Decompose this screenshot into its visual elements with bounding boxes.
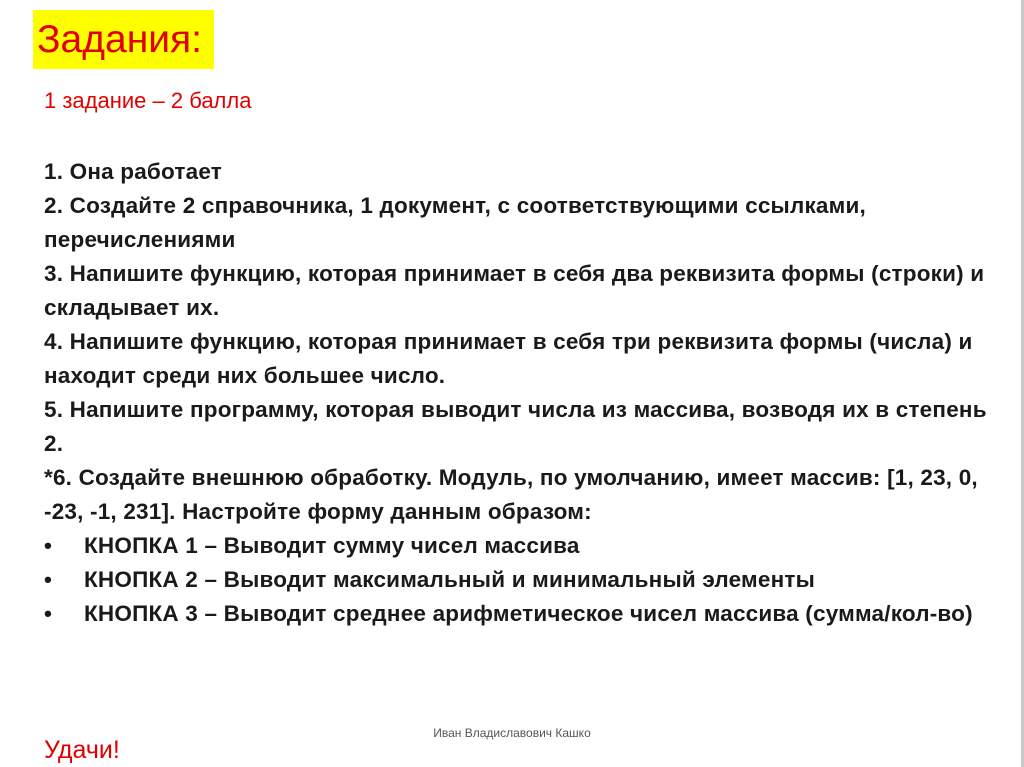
list-item [44, 597, 1004, 631]
button-requirements-list [44, 529, 1004, 631]
task-item-5: 5. Напишите программу, которая выводит числа из массива, возводя их в степень 2. [44, 397, 987, 456]
closing-text: Удачи! [44, 736, 120, 764]
list-item [44, 529, 1004, 563]
task-score-subtitle: 1 задание – 2 балла [44, 88, 252, 113]
slide-title: Задания: [33, 10, 214, 69]
button-1-requirement: КНОПКА 1 – Выводит сумму чисел массива [84, 533, 580, 558]
button-2-requirement: КНОПКА 2 – Выводит максимальный и минимальный элементы [84, 567, 816, 592]
task-item-3: 3. Напишите функцию, которая принимает в себя два реквизита формы (строки) и складывает их. [44, 261, 985, 320]
task-item-2: 2. Создайте 2 справочника, 1 документ, с соответствующими ссылками, перечислениями [44, 193, 866, 252]
bullet-icon: • [44, 601, 53, 626]
list-item [44, 563, 1004, 597]
author-footer: Иван Владиславович Кашко [433, 726, 591, 740]
bullet-icon: • [44, 567, 53, 592]
bullet-icon: • [44, 533, 53, 558]
task-list [44, 155, 1004, 631]
task-item-1: 1. Она работает [44, 159, 222, 184]
task-item-6: *6. Создайте внешнюю обработку. Модуль, по умолчанию, имеет массив: [1, 23, 0, -23, -1, 231]. Настройте форму данным образом: [44, 465, 978, 524]
task-item-4: 4. Напишите функцию, которая принимает в себя три реквизита формы (числа) и находит среди них большее число. [44, 329, 973, 388]
button-3-requirement: КНОПКА 3 – Выводит среднее арифметическое чисел массива (сумма/кол-во) [84, 601, 973, 626]
